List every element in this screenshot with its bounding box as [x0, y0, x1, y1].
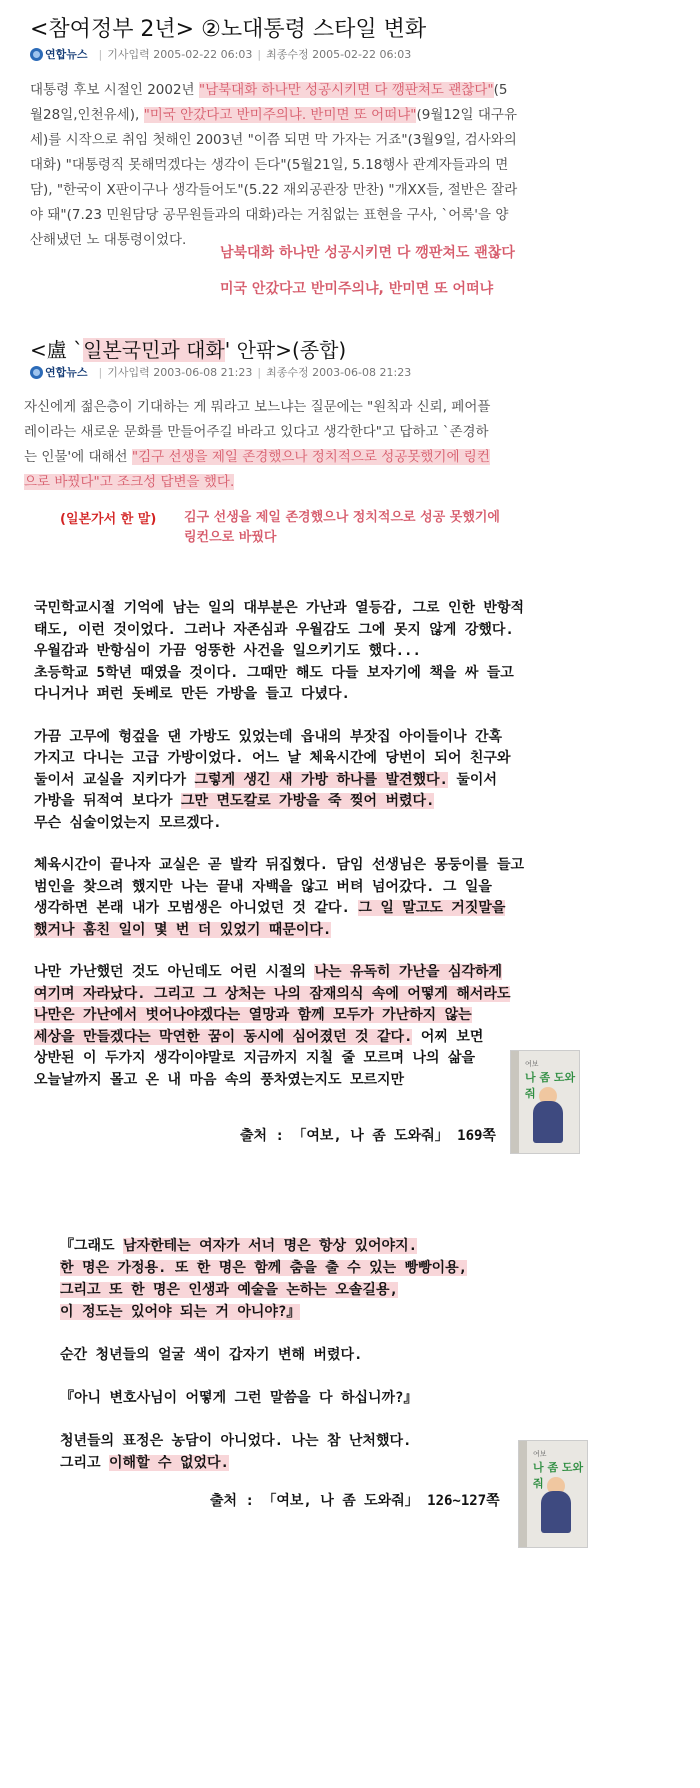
input-date: 기사입력 2003-06-08 21:23: [107, 366, 253, 379]
book-cover-image: 여보 나 좀 도와줘: [510, 1050, 580, 1154]
article-title-2[interactable]: <盧 `일본국민과 대화' 안팎>(종합): [30, 338, 347, 362]
source-citation-2: 출처 : 「여보, 나 좀 도와줘」 126~127쪽: [210, 1493, 500, 1509]
yonhap-logo-icon: [30, 366, 43, 379]
note-label: (일본가서 한 말): [60, 512, 157, 527]
input-date: 기사입력 2005-02-22 06:03: [107, 48, 253, 61]
article-body-1: 대통령 후보 시절인 2002년 "남북대화 하나만 성공시키면 다 깽판쳐도 괜찮다"(5월28일,인천유세), "미국 안갔다고 반미주의냐. 반미면 또 어떠냐"(9월12일 대구유세)를 시작으로 취임 첫해인 2003년 "이쯤 되면 막 가자는 거죠"(3월9일, 검사와의 대화) "대통령직 못해먹겠다는 생각이 든다"(5월21일, 5.18행사 관계자들과의 면담), "한국이 X판이구나 생각들어도"(5.22 재외공관장 만찬) "개XX들, 절반은 잘라야 돼"(7.23 민원담당 공무원들과의 대화)라는 거침없는 표현을 구사, `어록'을 양산해냈던 노 대통령이었다.: [30, 82, 518, 248]
highlight-quote: "남북대화 하나만 성공시키면 다 깽판쳐도 괜찮다": [198, 82, 494, 98]
book-cover-image: 여보 나 좀 도와줘: [518, 1440, 588, 1548]
edit-date: 최종수정 2003-06-08 21:23: [266, 366, 412, 379]
highlight-quote: "미국 안갔다고 반미주의냐. 반미면 또 어떠냐": [143, 107, 417, 123]
note-quote: 김구 선생을 제일 존경했으나 정치적으로 성공 못했기에 링컨으로 바꿨다: [184, 510, 500, 545]
article-meta-1: 연합뉴스 | 기사입력 2005-02-22 06:03 | 최종수정 2005-02-22 06:03: [30, 46, 411, 62]
yonhap-logo-icon: [30, 48, 43, 61]
quote-note-2: 미국 안갔다고 반미주의냐, 반미면 또 어떠냐: [220, 281, 494, 297]
highlight-quote: "김구 선생을 제일 존경했으나 정치적으로 성공못했기에 링컨으로 바꿨다"고 조크성 답변을 했다.: [24, 449, 490, 490]
book-excerpt-1: 국민학교시절 기억에 남는 일의 대부분은 가난과 열등감, 그로 인한 반항적 태도, 이런 것이었다. 그러나 자존심과 우월감도 그에 못지 않게 강했다. 우월감과 반항심이 가끔 엉뚱한 사건을 일으키기도 했다... 초등학교 5학년 때였을 것이다. 그때만 해도 다들 보자기에 책을 싸 들고 다니거나 퍼런 돗베로 만든 가방을 들고 다녔다. 가끔 고무에 헝겊을 댄 가방도 있었는데 읍내의 부잣집 아이들이나 간혹 가지고 다니는 고급 가방이었다. 어느 날 체육시간에 당번이 되어 친구와 둘이서 교실을 지키다가 그렇게 생긴 새 가방 하나를 발견했다. 둘이서 가방을 뒤적여 보다가 그만 면도칼로 가방을 죽 찢어 버렸다. 무슨 심술이었는지 모르겠다. 체육시간이 끝나자 교실은 곧 발칵 뒤집혔다. 담임 선생님은 몽둥이를 들고 범인을 찾으려 했지만 나는 끝내 자백을 않고 버텨 넘어갔다. 그 일을 생각하면 본래 내가 모범생은 아니었던 것 같다. 그 일 말고도 거짓말을 했거나 훔친 일이 몇 번 더 있었기 때문이다. 나만 가난했던 것도 아닌데도 어린 시절의 나는 유독히 가난을 심각하게 여기며 자라났다. 그리고 그 상처는 나의 잠재의식 속에 어떻게 해서라도 나만은 가난에서 벗어나야겠다는 열망과 함께 모두가 가난하지 않는 세상을 만들겠다는 막연한 꿈이 동시에 심어졌던 것 같다. 어찌 보면 상반된 이 두가지 생각이야말로 지금까지 지칠 줄 모르며 나의 삶을 오늘날까지 몰고 온 내 마음 속의 풍차였는지도 모르지만: [34, 600, 525, 1088]
article-title-1[interactable]: <참여정부 2년> ②노대통령 스타일 변화: [30, 17, 427, 42]
book-excerpt-2: 『그래도 남자한테는 여자가 서너 명은 항상 있어야지. 한 명은 가정용. 또 한 명은 함께 춤을 출 수 있는 빵빵이용, 그리고 또 한 명은 인생과 예술을 논하는 오솔길용, 이 정도는 있어야 되는 거 아니야?』 순간 청년들의 얼굴 색이 갑자기 변해 버렸다. 『아니 변호사님이 어떻게 그런 말씀을 다 하십니까?』 청년들의 표정은 농담이 아니었다. 나는 참 난처했다. 그리고 이해할 수 없었다.: [60, 1238, 468, 1471]
source-citation-1: 출처 : 「여보, 나 좀 도와줘」 169쪽: [240, 1128, 496, 1144]
quote-note-1: 남북대화 하나만 성공시키면 다 깽판쳐도 괜찮다: [220, 245, 515, 261]
article-body-2: 자신에게 젊은층이 기대하는 게 뭐라고 보느냐는 질문에는 "원칙과 신뢰, 페어플레이라는 새로운 문화를 만들어주길 바라고 있다고 생각한다"고 답하고 `존경하는 인물'에 대해선 "김구 선생을 제일 존경했으나 정치적으로 성공못했기에 링컨으로 바꿨다"고 조크성 답변을 했다.: [24, 399, 491, 490]
yonhap-logo: 연합뉴스: [30, 46, 88, 62]
article-meta-2: 연합뉴스 | 기사입력 2003-06-08 21:23 | 최종수정 2003-06-08 21:23: [30, 364, 411, 380]
edit-date: 최종수정 2005-02-22 06:03: [266, 48, 412, 61]
yonhap-logo: 연합뉴스: [30, 364, 88, 380]
